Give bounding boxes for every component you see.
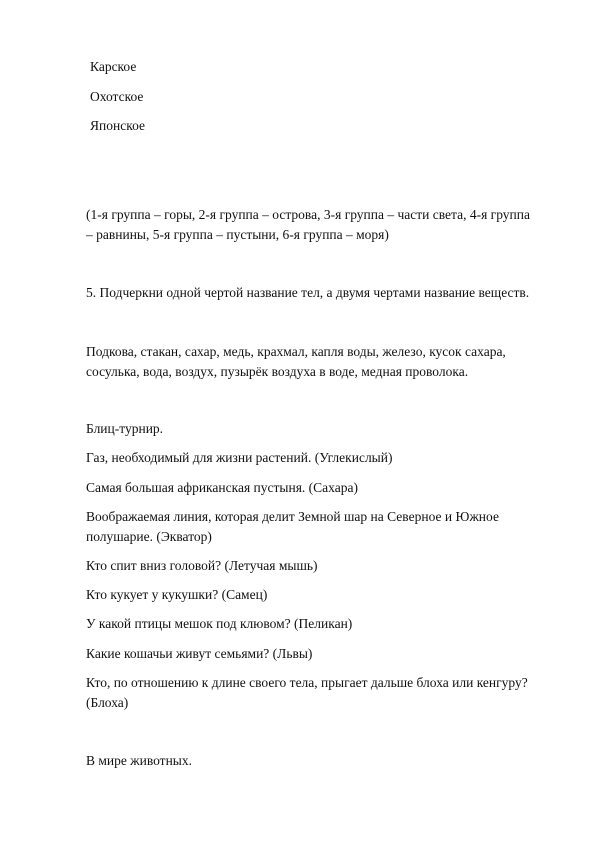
blitz-question-8-line-2: (Блоха) [86,695,129,710]
blitz-question-4: Кто спит вниз головой? (Летучая мышь) [86,558,318,573]
sea-item-japan: Японское [90,118,145,133]
blitz-question-5: Кто кукует у кукушки? (Самец) [86,587,268,602]
sea-item-okhotsk: Охотское [90,89,144,104]
blitz-question-3-line-1: Воображаемая линия, которая делит Земной шар на Северное и Южное [86,509,499,524]
blitz-question-1: Газ, необходимый для жизни растений. (Углекислый) [86,450,393,465]
blitz-heading: Блиц-турнир. [86,421,164,436]
blitz-question-6: У какой птицы мешок под клювом? (Пеликан) [86,616,353,631]
groups-note-line-2: – равнины, 5-я группа – пустыни, 6-я группа – моря) [86,227,389,242]
blitz-question-3-line-2: полушарие. (Экватор) [86,529,212,544]
sea-item-kara: Карское [90,59,137,74]
blitz-question-8-line-1: Кто, по отношению к длине своего тела, прыгает дальше блоха или кенгуру? [86,675,528,690]
groups-note-line-1: (1-я группа – горы, 2-я группа – острова, 3-я группа – части света, 4-я группа [86,207,530,222]
blitz-question-2: Самая большая африканская пустыня. (Сахара) [86,480,358,495]
task5-items-line-1: Подкова, стакан, сахар, медь, крахмал, капля воды, железо, кусок сахара, [86,344,506,359]
blitz-question-7: Какие кошачьи живут семьями? (Львы) [86,646,313,661]
task5-instruction: 5. Подчеркни одной чертой название тел, а двумя чертами название веществ. [86,285,530,300]
task5-items-line-2: сосулька, вода, воздух, пузырёк воздуха в воде, медная проволока. [86,364,469,379]
animals-heading: В мире животных. [86,753,192,768]
